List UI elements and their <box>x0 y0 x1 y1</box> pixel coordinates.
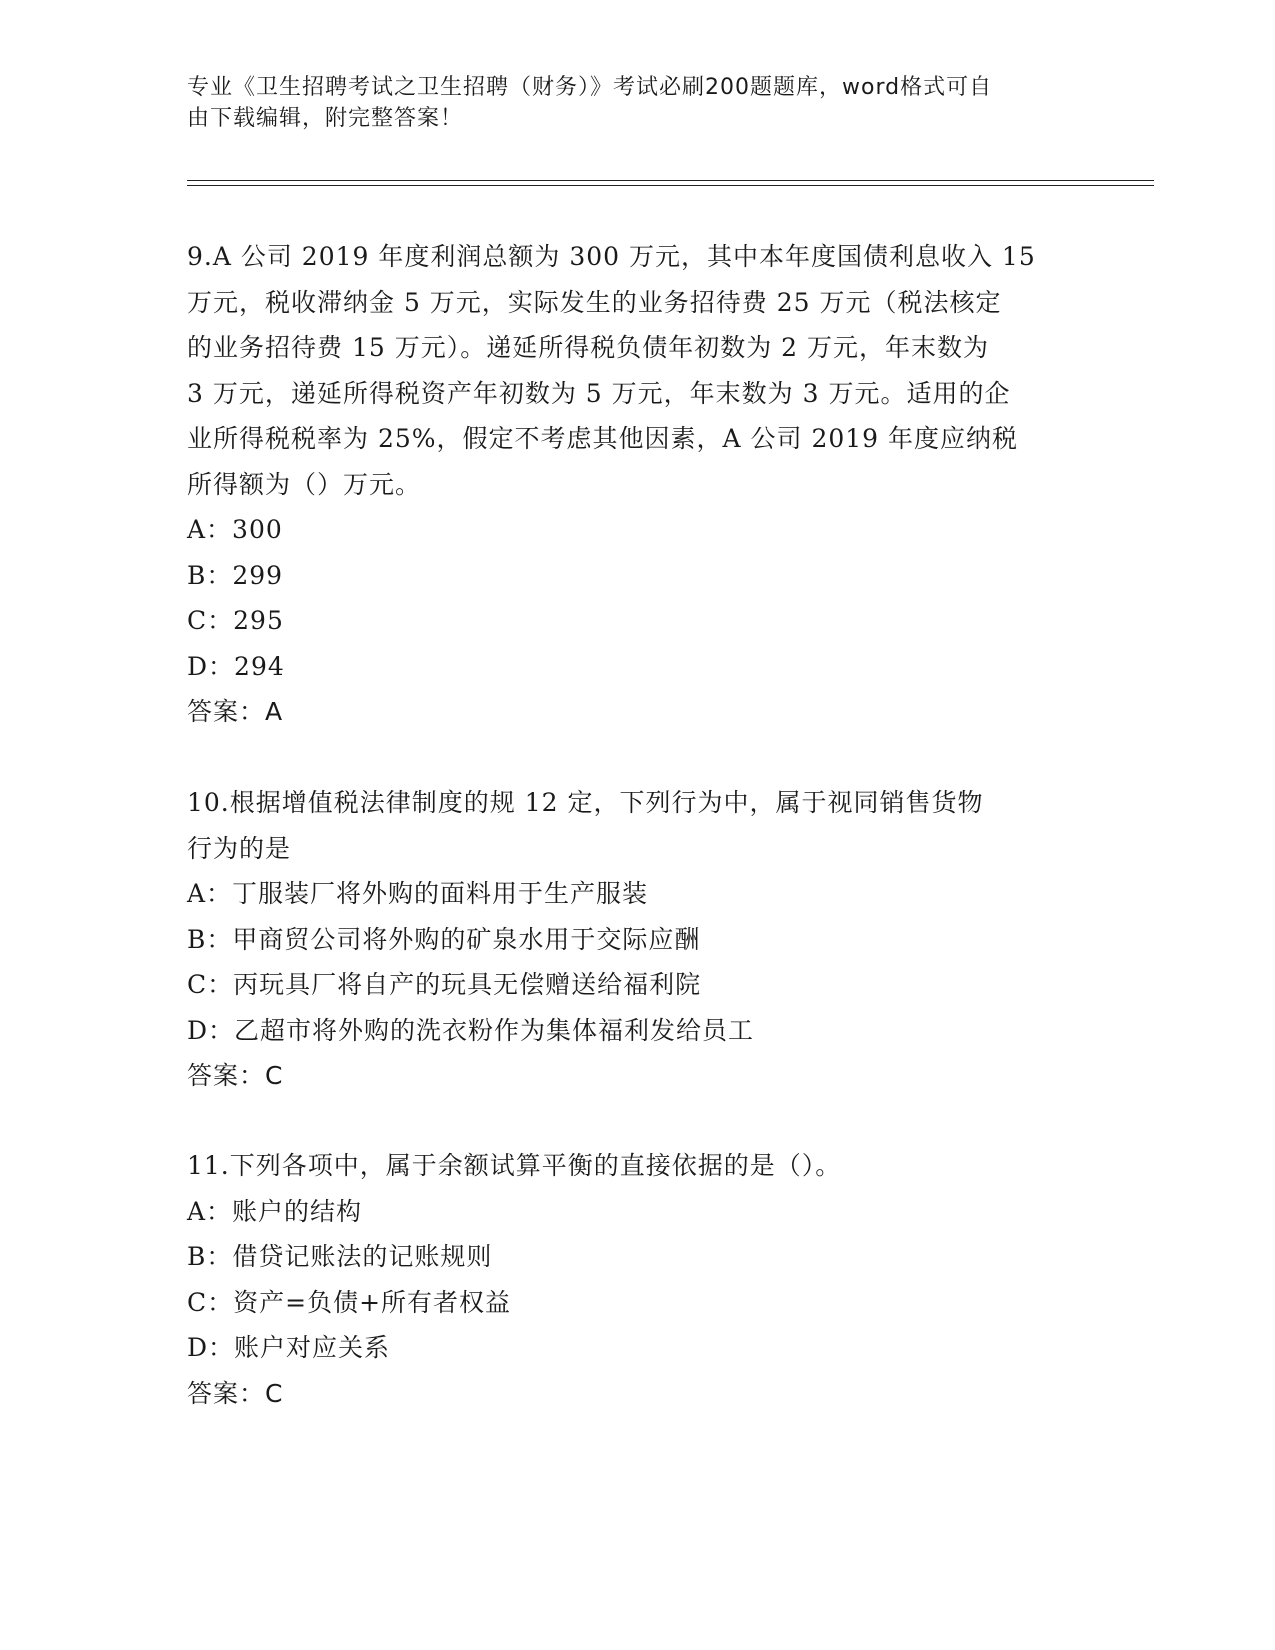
header-divider <box>187 180 1154 181</box>
question-stem-line: 11.下列各项中，属于余额试算平衡的直接依据的是（）。 <box>187 1151 842 1180</box>
option-b: B：借贷记账法的记账规则 <box>187 1242 493 1271</box>
option-c: C：295 <box>187 606 284 635</box>
document-header <box>187 72 1067 134</box>
option-c: C：丙玩具厂将自产的玩具无偿赠送给福利院 <box>187 970 702 999</box>
option-a: A：丁服装厂将外购的面料用于生产服装 <box>187 879 649 908</box>
question-stem-line: 万元，税收滞纳金 5 万元，实际发生的业务招待费 25 万元（税法核定 <box>187 287 1002 317</box>
option-c: C：资产=负债+所有者权益 <box>187 1287 512 1317</box>
question-9 <box>187 234 1087 735</box>
answer-line: 答案：C <box>187 1378 284 1408</box>
answer-line: 答案：C <box>187 1061 284 1090</box>
answer-line: 答案：A <box>187 697 284 726</box>
question-stem-line: 10.根据增值税法律制度的规 12 定，下列行为中，属于视同销售货物 <box>187 788 984 817</box>
question-10 <box>187 780 1087 1099</box>
question-11 <box>187 1143 1087 1416</box>
option-b: B：299 <box>187 560 284 590</box>
question-stem-line: 3 万元，递延所得税资产年初数为 5 万元，年末数为 3 万元。适用的企 <box>187 378 1011 408</box>
header-divider <box>187 185 1154 186</box>
question-stem-line: 行为的是 <box>187 833 292 863</box>
option-a: A：300 <box>187 515 283 544</box>
question-stem-line: 业所得税税率为 25%，假定不考虑其他因素，A 公司 2019 年度应纳税 <box>187 424 1019 453</box>
option-d: D：乙超市将外购的洗衣粉作为集体福利发给员工 <box>187 1015 755 1045</box>
option-b: B：甲商贸公司将外购的矿泉水用于交际应酬 <box>187 924 701 954</box>
header-line: 由下载编辑，附完整答案！ <box>187 106 464 131</box>
option-d: D：账户对应关系 <box>187 1333 391 1362</box>
option-d: D：294 <box>187 651 285 681</box>
question-stem-line: 所得额为（）万元。 <box>187 469 422 499</box>
option-a: A：账户的结构 <box>187 1196 363 1226</box>
question-stem-line: 9.A 公司 2019 年度利润总额为 300 万元，其中本年度国债利息收入 15 <box>187 242 1036 271</box>
question-stem-line: 的业务招待费 15 万元）。递延所得税负债年初数为 2 万元，年末数为 <box>187 333 990 362</box>
header-line: 专业《卫生招聘考试之卫生招聘（财务）》考试必刷200题题库，word格式可自 <box>187 75 993 100</box>
